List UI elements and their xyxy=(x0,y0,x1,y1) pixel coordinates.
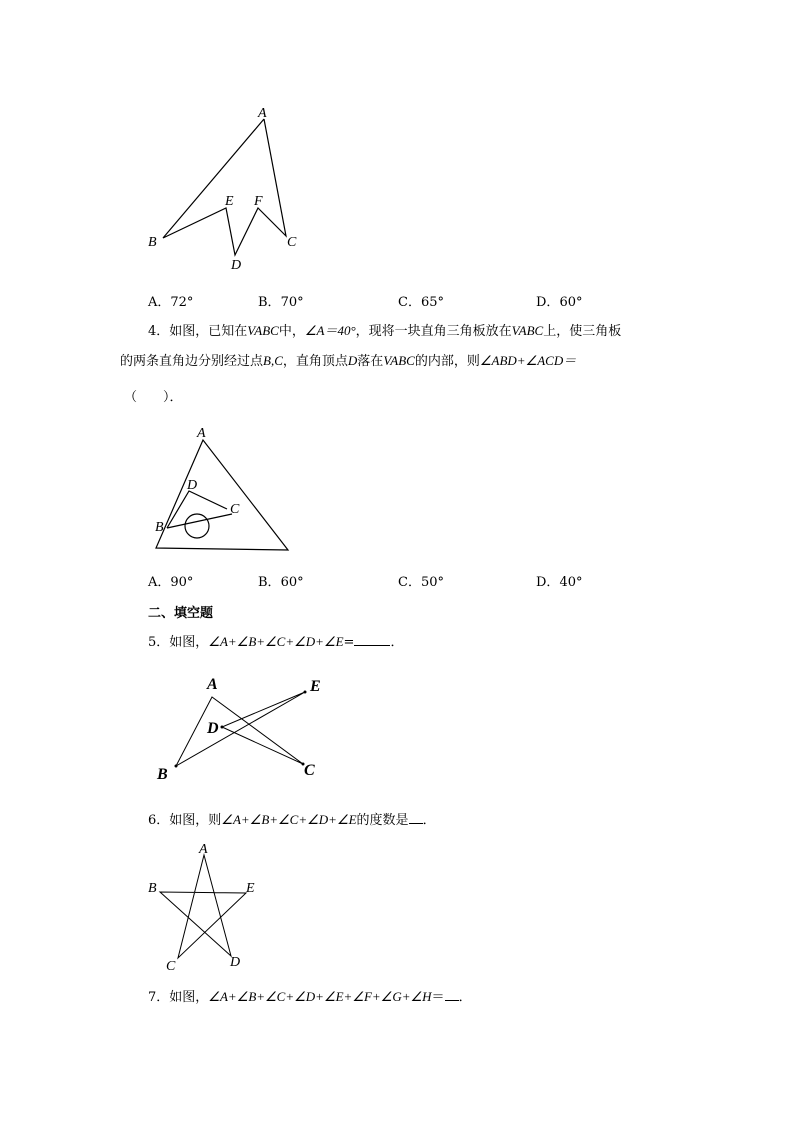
star-outline xyxy=(160,855,246,958)
label-A: A xyxy=(207,676,218,693)
q3-option-c: C．65° xyxy=(398,295,444,310)
figure-q4 xyxy=(145,420,295,555)
label-E: E xyxy=(246,881,255,896)
label-B: B xyxy=(148,235,157,250)
q4-option-b: B．60° xyxy=(258,575,304,590)
label-C: C xyxy=(304,762,315,779)
q6-text: 6．如图，则∠A+∠B+∠C+∠D+∠E的度数是 ． xyxy=(148,812,436,828)
label-F: F xyxy=(254,194,263,209)
figure-q6 xyxy=(140,838,270,978)
label-A: A xyxy=(258,106,267,121)
q4-line-2: 的两条直角边分别经过点B,C，直角顶点D落在VABC的内部，则∠ABD+∠ACD＝ xyxy=(120,353,577,369)
point-B xyxy=(175,765,178,768)
label-D: D xyxy=(231,258,242,273)
q7-text: 7．如图，∠A+∠B+∠C+∠D+∠E+∠F+∠G+∠H＝ ． xyxy=(148,989,472,1005)
q4-line-1: 4．如图，已知在VABC中，∠A＝40°，现将一块直角三角板放在VABC上，使三角板 xyxy=(148,323,622,339)
q5-answer-blank[interactable] xyxy=(354,633,390,646)
figure-q3-outline xyxy=(163,119,286,255)
q4-line-3: （ ）． xyxy=(124,390,183,405)
q4-option-a: A．90° xyxy=(148,575,194,590)
q3-option-b: B．70° xyxy=(258,295,304,310)
q3-option-a: A．72° xyxy=(148,295,194,310)
label-C: C xyxy=(287,235,297,250)
label-C: C xyxy=(230,502,240,517)
label-D: D xyxy=(207,720,219,737)
figure-q5-path-1 xyxy=(176,692,305,766)
figure-q3 xyxy=(140,100,320,275)
label-B: B xyxy=(155,520,164,535)
q7-answer-blank[interactable] xyxy=(445,988,459,1001)
set-square xyxy=(167,491,227,528)
figure-q5 xyxy=(150,670,330,790)
section-heading: 二、填空题 xyxy=(148,606,214,621)
q3-option-d: D．60° xyxy=(536,295,583,310)
q6-answer-blank[interactable] xyxy=(409,811,423,824)
point-D xyxy=(221,726,224,729)
label-B: B xyxy=(157,766,168,783)
q4-option-d: D．40° xyxy=(536,575,583,590)
label-E: E xyxy=(225,194,234,209)
label-D: D xyxy=(187,478,198,493)
label-B: B xyxy=(148,881,157,896)
set-square-hole xyxy=(185,514,209,538)
point-E xyxy=(304,691,307,694)
label-A: A xyxy=(199,842,208,857)
label-D: D xyxy=(230,955,241,970)
set-square-hypotenuse xyxy=(167,514,232,528)
label-C: C xyxy=(166,959,176,974)
label-A: A xyxy=(197,426,206,441)
q4-option-c: C．50° xyxy=(398,575,444,590)
label-E: E xyxy=(310,678,321,695)
triangle-abc xyxy=(156,440,288,550)
q5-text: 5．如图，∠A+∠B+∠C+∠D+∠E= ． xyxy=(148,634,404,650)
